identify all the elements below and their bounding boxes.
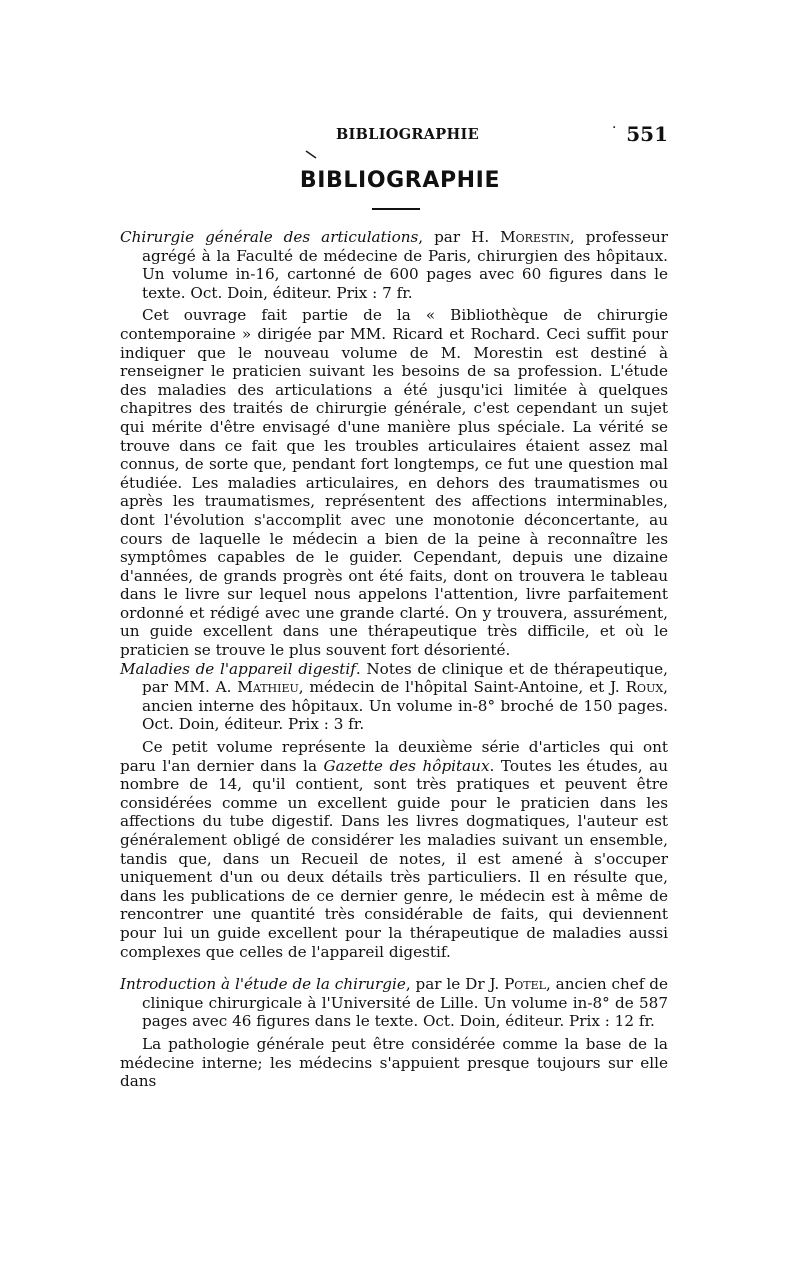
running-head-title: BIBLIOGRAPHIE <box>336 126 479 143</box>
entry-citation <box>120 660 668 734</box>
citation-details: , ancien interne des hôpitaux. Un volume in-8° broché de 150 pages. Oct. Doin, éditeur. Prix : 3 fr. <box>142 678 668 734</box>
citation-text: , par le Dr J. <box>405 975 505 994</box>
bibliography-body <box>120 228 668 1091</box>
entry-review: Cet ouvrage fait partie de la « Bibliothèque de chirurgie contemporaine » dirigée par MM. Ricard et Rochard. Ceci suffit pour indiquer que le nouveau volume de M. Morestin est destiné à renseigner le praticien suivant les besoins de sa profession. L'étude des maladies des articulations a été jusqu'ici limitée à quelques chapitres des traités de chirurgie générale, c'est cependant un sujet qui mérite d'être envisagé d'une manière plus spéciale. La vérité se trouve dans ce fait que les troubles articulaires étaient assez mal connus, de sorte que, pendant fort longtemps, ce fut une question mal étudiée. Les maladies articulaires, en dehors des traumatismes ou après les traumatismes, représentent des affections interminables, dont l'évolution s'accomplit avec une monotonie déconcertante, au cours de laquelle le médecin a bien de la peine à reconnaître les symptômes capables de le guider. Cependant, depuis une dizaine d'années, de grands progrès ont été faits, dont on trouvera le tableau dans le livre sur lequel nous appelons l'attention, livre parfaitement ordonné et rédigé avec une grande clarté. On y trouvera, assurément, un guide excellent dans une thérapeutique très difficile, et où le praticien se trouve le plus souvent fort désorienté. <box>120 306 668 660</box>
review-text: Ce petit volume représente la deuxième série d'articles qui ont paru l'an dernier dans la <box>120 738 668 775</box>
citation-details: , professeur agrégé à la Faculté de médecine de Paris, chirurgien des hôpitaux. Un volume in-16, cartonné de 600 pages avec 60 figures dans le texte. Oct. Doin, éditeur. Prix : 7 fr. <box>142 228 668 302</box>
citation-text: , par H. <box>418 228 501 246</box>
heading-rule <box>372 208 420 210</box>
page-heading <box>0 168 800 193</box>
author-name: Mathieu <box>237 678 299 697</box>
book-title: Introduction à l'étude de la chirurgie <box>120 975 406 994</box>
section-gap <box>120 961 668 975</box>
entry-review: La pathologie générale peut être considérée comme la base de la médecine interne; les médecins s'appuient presque toujours sur elle dans <box>120 1034 668 1091</box>
citation-text: . Notes de clinique et de thérapeutique, par MM. A. <box>142 659 668 697</box>
author-name: Roux <box>625 678 664 697</box>
journal-title: Gazette des hôpitaux <box>323 756 490 775</box>
entry-review <box>120 738 668 961</box>
author-name: Potel <box>504 975 546 994</box>
page-heading-text: BIBLIOGRAPHIE <box>299 168 501 193</box>
running-head <box>120 118 668 148</box>
printer-mark <box>305 150 317 160</box>
book-title: Chirurgie générale des articulations <box>120 228 419 246</box>
book-title: Maladies de l'appareil digestif <box>120 659 356 678</box>
citation-text: , médecin de l'hôpital Saint-Antoine, et J. <box>298 678 626 697</box>
running-head-dot: · <box>612 120 617 136</box>
review-text: . Toutes les études, au nombre de 14, qu'il contient, sont très pratiques et peuvent être considérées comme un excellent guide pour le praticien dans les affections du tube digestif. Dans les livres dogmatiques, l'auteur est généralement obligé de considérer les maladies suivant un ensemble, tandis que, dans un Recueil de notes, il est amené à s'occuper uniquement d'un ou deux détails très particuliers. Il en résulte que, dans les publications de ce dernier genre, le médecin est à même de rencontrer une quantité très considérable de faits, qui deviennent pour lui un guide excellent pour la thérapeutique de maladies aussi complexes que celles de l'appareil digestif. <box>120 756 668 961</box>
entry-citation <box>120 975 668 1031</box>
author-name: Morestin <box>500 228 570 246</box>
page-number: 551 <box>626 122 668 146</box>
entry-citation <box>120 228 668 302</box>
citation-details: , ancien chef de clinique chirurgicale à l'Université de Lille. Un volume in-8° de 587 pages avec 46 figures dans le texte. Oct. Doin, éditeur. Prix : 12 fr. <box>142 975 668 1031</box>
